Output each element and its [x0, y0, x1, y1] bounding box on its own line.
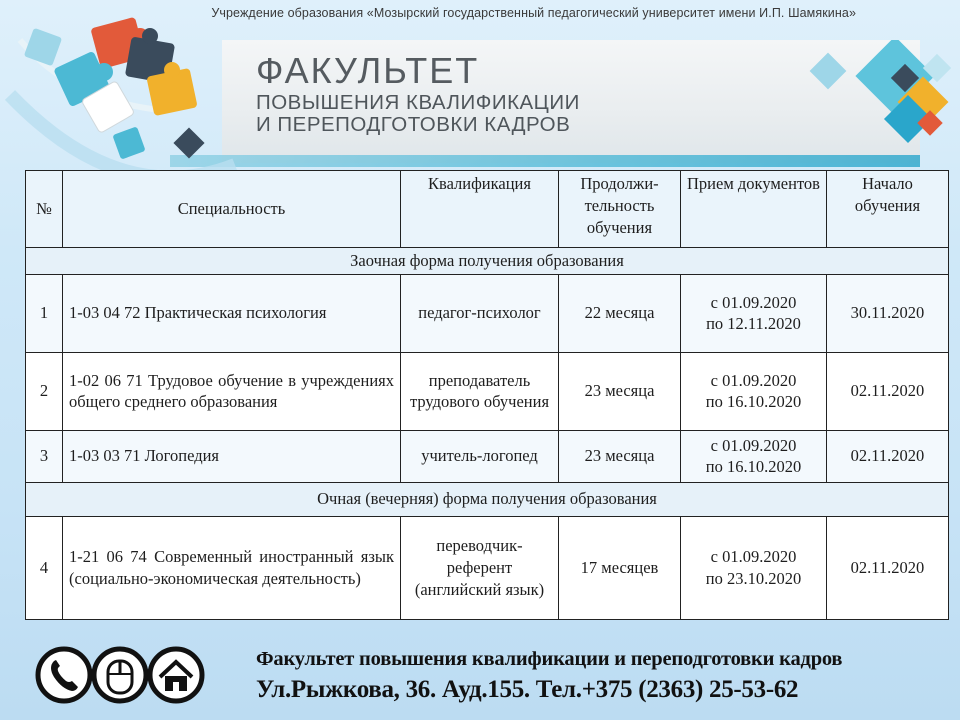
table-row [26, 516, 949, 619]
row-documents [681, 516, 827, 619]
faculty-subtitle-line2: И ПЕРЕПОДГОТОВКИ КАДРОВ [256, 113, 571, 136]
header-qualification: Квалификация [401, 171, 559, 248]
header-start: Начало обучения [827, 171, 949, 248]
docs-to: по 16.10.2020 [705, 392, 802, 412]
table-row [26, 430, 949, 482]
row-documents [681, 274, 827, 352]
row-qualification: переводчик-референт (английский язык) [401, 516, 559, 619]
docs-to: по 16.10.2020 [705, 457, 802, 477]
row-start: 30.11.2020 [827, 274, 949, 352]
row-documents [681, 430, 827, 482]
row-start: 02.11.2020 [827, 352, 949, 430]
docs-from: с 01.09.2020 [710, 547, 797, 566]
row-duration: 22 месяца [559, 274, 681, 352]
row-duration: 17 месяцев [559, 516, 681, 619]
mouse-icon [94, 649, 146, 701]
row-specialty: 1-21 06 74 Современный иностранный язык (социально-экономическая деятельность) [63, 516, 401, 619]
table-row [26, 352, 949, 430]
table-header-row [26, 171, 949, 248]
row-number: 4 [26, 516, 63, 619]
home-icon [150, 649, 202, 701]
docs-to: по 12.11.2020 [706, 314, 801, 334]
row-specialty: 1-03 03 71 Логопедия [63, 430, 401, 482]
row-start: 02.11.2020 [827, 516, 949, 619]
faculty-title: ФАКУЛЬТЕТ [256, 50, 480, 91]
programs-table [25, 170, 948, 620]
row-documents [681, 352, 827, 430]
row-qualification: учитель-логопед [401, 430, 559, 482]
row-specialty: 1-02 06 71 Трудовое обучение в учреждениях общего среднего образования [63, 352, 401, 430]
docs-from: с 01.09.2020 [710, 435, 797, 455]
header-documents: Прием документов [681, 171, 827, 248]
header-duration: Продолжи-тельность обучения [559, 171, 681, 248]
faculty-subtitle-line1: ПОВЫШЕНИЯ КВАЛИФИКАЦИИ [256, 91, 580, 114]
institution-name: Учреждение образования «Мозырский государственный педагогический университет имени И.П. Шамякина» [211, 6, 856, 20]
row-number: 2 [26, 352, 63, 430]
header-specialty: Специальность [63, 171, 401, 248]
row-start: 02.11.2020 [827, 430, 949, 482]
header-number: № [26, 171, 63, 248]
contact-icons [34, 643, 206, 707]
row-qualification: преподаватель трудового обучения [401, 352, 559, 430]
row-qualification: педагог-психолог [401, 274, 559, 352]
puzzle-logo [0, 0, 240, 190]
footer-faculty-name: Факультет повышения квалификации и переподготовки кадров [256, 648, 843, 670]
row-duration: 23 месяца [559, 430, 681, 482]
table-row [26, 274, 949, 352]
row-number: 3 [26, 430, 63, 482]
diamond-decoration [795, 40, 960, 170]
docs-from: с 01.09.2020 [710, 292, 797, 312]
section-row-evening [26, 482, 949, 516]
docs-from: с 01.09.2020 [710, 370, 797, 390]
section-extramural: Заочная форма получения образования [26, 248, 949, 275]
phone-icon [38, 649, 90, 701]
row-specialty: 1-03 04 72 Практическая психология [63, 274, 401, 352]
row-number: 1 [26, 274, 63, 352]
section-evening: Очная (вечерняя) форма получения образования [26, 482, 949, 516]
section-row-extramural [26, 248, 949, 275]
row-duration: 23 месяца [559, 352, 681, 430]
footer-contact-address: Ул.Рыжкова, 36. Ауд.155. Тел.+375 (2363) 25-53-62 [256, 676, 799, 703]
docs-to: по 23.10.2020 [705, 568, 802, 588]
